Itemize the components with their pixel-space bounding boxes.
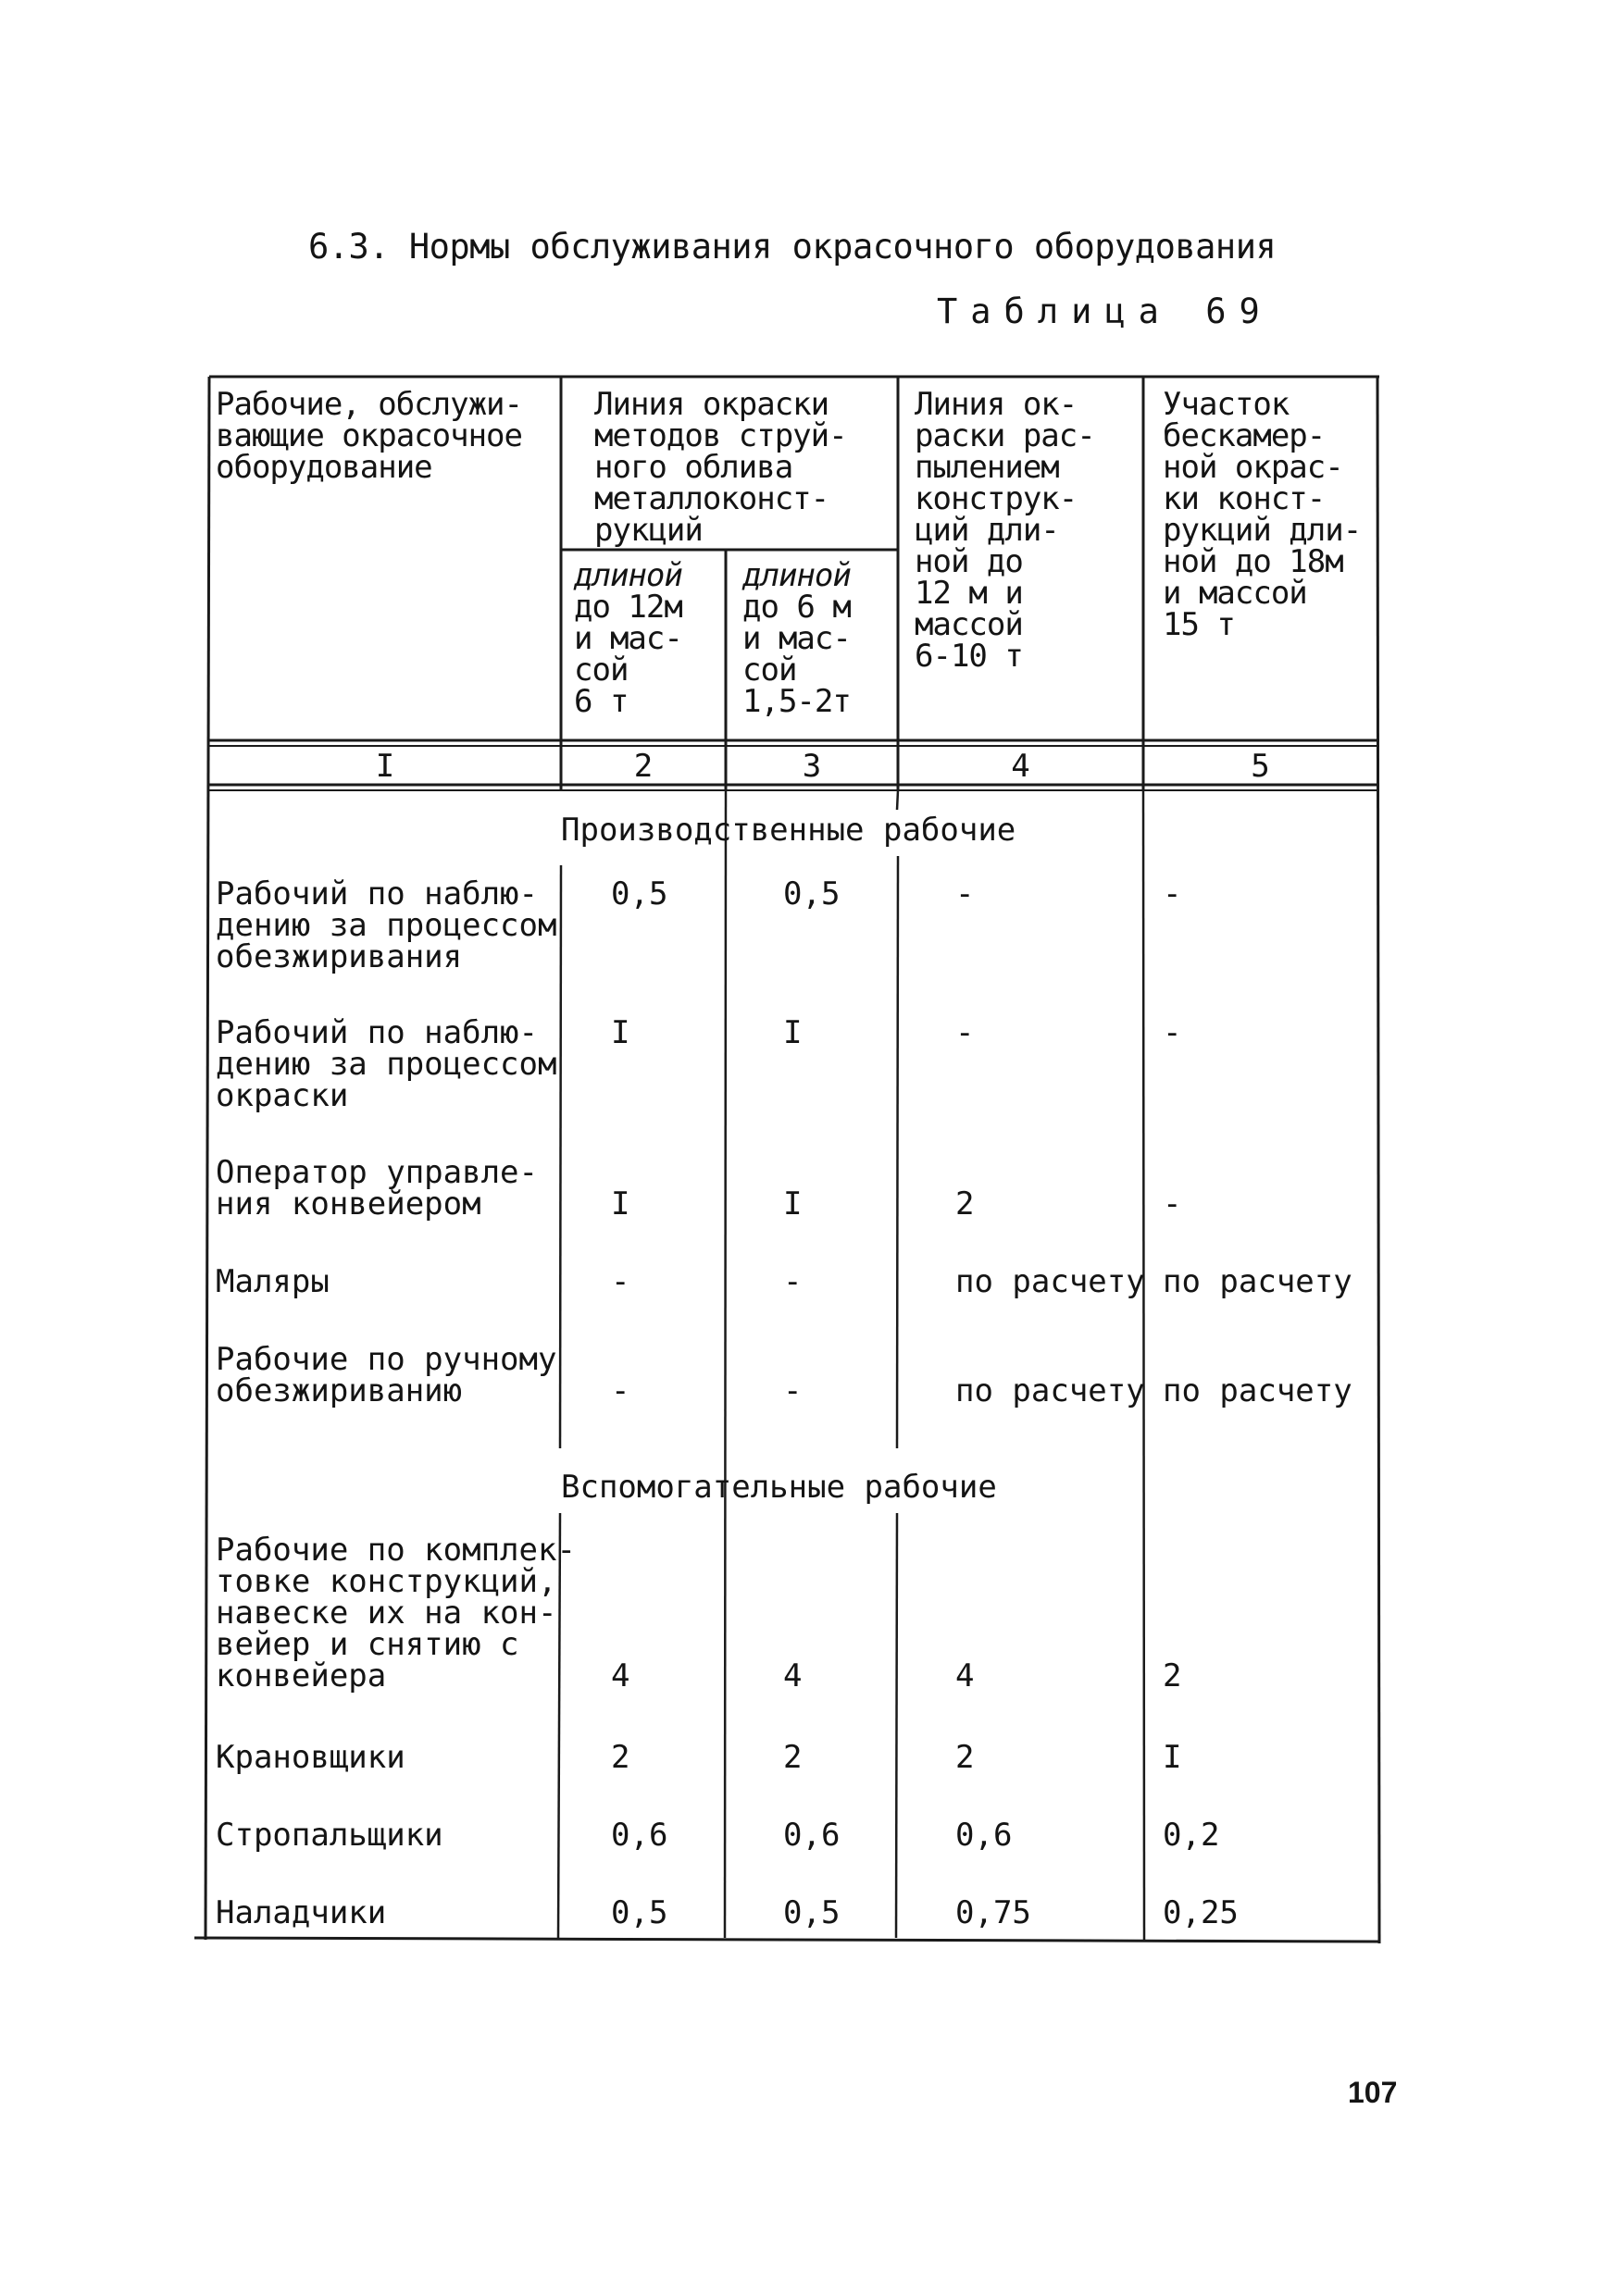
row-label-line: окраски bbox=[216, 1077, 349, 1114]
header-col1-line: вающие окрасочное bbox=[216, 417, 522, 454]
row-label-line: Рабочие по комплек- bbox=[216, 1532, 576, 1569]
row-label bbox=[216, 1534, 576, 1692]
row-label-line: дению за процессом bbox=[216, 907, 557, 944]
row-label-line: Наладчики bbox=[216, 1894, 387, 1931]
header-group-line: ного облива bbox=[594, 449, 793, 486]
row-label bbox=[216, 1263, 330, 1300]
table-cell: I bbox=[783, 1185, 803, 1222]
header-col3 bbox=[742, 557, 851, 720]
header-col2 bbox=[574, 557, 682, 720]
table-cell: 0,5 bbox=[783, 1894, 841, 1931]
header-col5-line: ки конст- bbox=[1163, 480, 1326, 517]
table-cell: 4 bbox=[611, 1657, 630, 1694]
table-cell: I bbox=[1163, 1739, 1182, 1776]
table-cell: 0,25 bbox=[1163, 1894, 1239, 1931]
page-number: 107 bbox=[1348, 2076, 1398, 2109]
row-label-line: Рабочий по наблю- bbox=[216, 875, 538, 912]
table-cell: - bbox=[783, 1372, 803, 1409]
header-col4-line: ций дли- bbox=[915, 512, 1059, 549]
header-col1 bbox=[216, 386, 522, 486]
header-col3-line: до 6 м bbox=[742, 589, 851, 626]
section-title-production: Производственные рабочие bbox=[561, 812, 1016, 849]
header-group-23 bbox=[594, 386, 847, 549]
table-cell: I bbox=[611, 1185, 630, 1222]
table-cell: 2 bbox=[955, 1739, 975, 1776]
header-col4-line: 6-10 т bbox=[915, 638, 1023, 675]
table-cell: по расчету bbox=[1163, 1372, 1352, 1409]
row-label-line: Рабочие по ручному bbox=[216, 1341, 557, 1378]
header-col2-line: до 12м bbox=[574, 589, 682, 626]
header-group-line: рукций bbox=[594, 512, 703, 549]
row-label-line: Стропальщики bbox=[216, 1817, 443, 1854]
header-col1-line: оборудование bbox=[216, 449, 432, 486]
header-col5 bbox=[1163, 386, 1362, 643]
header-col1-line: Рабочие, обслужи- bbox=[216, 386, 522, 423]
header-col5-line: Участок bbox=[1163, 386, 1290, 423]
row-label bbox=[216, 1817, 443, 1854]
header-col3-line: и мас- bbox=[742, 620, 851, 657]
table-cell: 0,5 bbox=[611, 1894, 668, 1931]
row-label bbox=[216, 1014, 557, 1114]
table-caption: Таблица 69 bbox=[937, 292, 1273, 331]
header-col2-line: 6 т bbox=[574, 683, 629, 720]
header-col3-line: 1,5-2т bbox=[742, 683, 851, 720]
table-cell: 2 bbox=[783, 1739, 803, 1776]
row-label-line: Крановщики bbox=[216, 1739, 405, 1776]
section-title: 6.3. Нормы обслуживания окрасочного оборудования bbox=[308, 227, 1277, 267]
header-col5-line: и массой bbox=[1163, 575, 1307, 612]
row-label-line: дению за процессом bbox=[216, 1046, 557, 1083]
table-cell: 0,2 bbox=[1163, 1817, 1220, 1854]
header-col2-line: и мас- bbox=[574, 620, 682, 657]
table-cell: 0,6 bbox=[783, 1817, 841, 1854]
header-col2-line: сой bbox=[574, 652, 629, 689]
row-label bbox=[216, 1341, 557, 1409]
row-label-line: вейер и снятию с bbox=[216, 1626, 519, 1663]
header-col5-line: рукций дли- bbox=[1163, 512, 1362, 549]
header-col2-line: длиной bbox=[574, 557, 682, 594]
row-label-line: Рабочий по наблю- bbox=[216, 1014, 538, 1051]
table-cell: - bbox=[955, 1014, 975, 1051]
table-cell: - bbox=[783, 1263, 803, 1300]
row-label bbox=[216, 875, 557, 975]
table-cell: - bbox=[955, 875, 975, 912]
header-col4-line: ной до bbox=[915, 543, 1023, 580]
table-cell: I bbox=[783, 1014, 803, 1051]
table-cell: 0,5 bbox=[783, 875, 841, 912]
header-group-line: Линия окраски bbox=[594, 386, 829, 423]
header-col4-line: конструк- bbox=[915, 480, 1078, 517]
row-label-line: ния конвейером bbox=[216, 1185, 481, 1222]
header-col4-line: раски рас- bbox=[915, 417, 1095, 454]
header-col5-line: 15 т bbox=[1163, 606, 1235, 643]
table-cell: 2 bbox=[955, 1185, 975, 1222]
header-col4-line: 12 м и bbox=[915, 575, 1023, 612]
header-col5-line: ной окрас- bbox=[1163, 449, 1343, 486]
table-cell: - bbox=[611, 1372, 630, 1409]
header-col4 bbox=[915, 386, 1095, 675]
row-label-line: конвейера bbox=[216, 1657, 387, 1694]
header-col3-line: сой bbox=[742, 652, 797, 689]
table-cell: 0,5 bbox=[611, 875, 668, 912]
table-cell: 0,6 bbox=[955, 1817, 1013, 1854]
table-cell: по расчету bbox=[955, 1372, 1145, 1409]
row-label-line: Оператор управле- bbox=[216, 1154, 538, 1191]
row-label-line: обезжириванию bbox=[216, 1372, 463, 1409]
table-cell: 4 bbox=[783, 1657, 803, 1694]
column-number: 4 bbox=[1011, 748, 1030, 785]
header-col5-line: бескамер- bbox=[1163, 417, 1326, 454]
header-col3-line: длиной bbox=[742, 557, 851, 594]
header-col5-line: ной до 18м bbox=[1163, 543, 1343, 580]
header-col4-line: пылением bbox=[915, 449, 1059, 486]
row-label-line: товке конструкций, bbox=[216, 1563, 557, 1600]
row-label-line: обезжиривания bbox=[216, 938, 463, 975]
table-cell: - bbox=[1163, 1185, 1182, 1222]
table-cell: I bbox=[611, 1014, 630, 1051]
header-col4-line: массой bbox=[915, 606, 1023, 643]
header-group-line: металлоконст- bbox=[594, 480, 829, 517]
table-cell: 4 bbox=[955, 1657, 975, 1694]
table-cell: 0,6 bbox=[611, 1817, 668, 1854]
section-title-auxiliary: Вспомогательные рабочие bbox=[561, 1469, 997, 1506]
table-cell: - bbox=[611, 1263, 630, 1300]
column-number: 5 bbox=[1251, 748, 1270, 785]
table-cell: по расчету bbox=[1163, 1263, 1352, 1300]
header-group-line: методов струй- bbox=[594, 417, 847, 454]
column-number: 3 bbox=[802, 748, 822, 785]
table-cell: 0,75 bbox=[955, 1894, 1031, 1931]
table-cell: по расчету bbox=[955, 1263, 1145, 1300]
row-label bbox=[216, 1739, 405, 1776]
row-label bbox=[216, 1894, 387, 1931]
header-col4-line: Линия ок- bbox=[915, 386, 1078, 423]
table-cell: - bbox=[1163, 1014, 1182, 1051]
table-cell: 2 bbox=[611, 1739, 630, 1776]
table-cell: - bbox=[1163, 875, 1182, 912]
column-number: I bbox=[375, 748, 395, 785]
row-label-line: Маляры bbox=[216, 1263, 330, 1300]
row-label-line: навеске их на кон- bbox=[216, 1595, 557, 1632]
table-cell: 2 bbox=[1163, 1657, 1182, 1694]
column-number: 2 bbox=[633, 748, 654, 785]
row-label bbox=[216, 1154, 538, 1222]
